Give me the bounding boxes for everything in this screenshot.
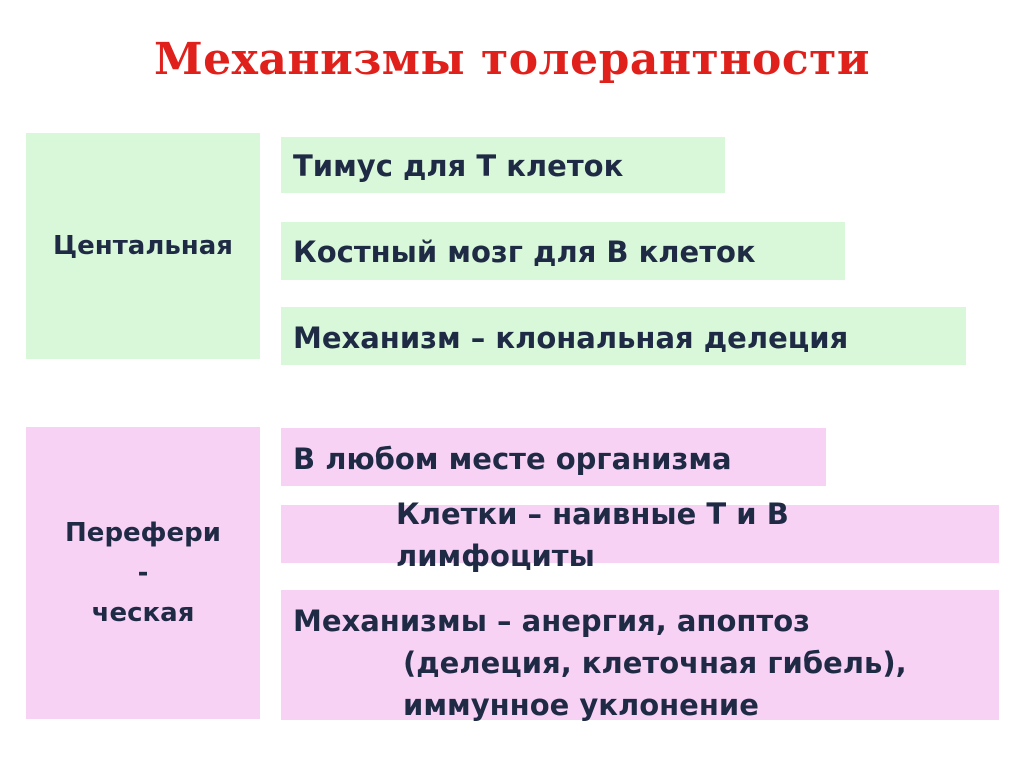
- peripheral-item-mechanisms-line-1: Механизмы – анергия, апоптоз: [293, 604, 811, 638]
- peripheral-label-line-1: Перефери: [65, 517, 221, 548]
- peripheral-item-location-text: В любом месте организма: [293, 442, 732, 476]
- peripheral-item-cells-line-1: Клетки – наивные Т и В: [396, 497, 789, 531]
- peripheral-item-mechanisms-line-2: (делеция, клеточная гибель),: [403, 646, 907, 681]
- peripheral-item-mechanisms-line-3: иммунное уклонение: [403, 688, 759, 723]
- central-label: Центальная: [52, 230, 234, 261]
- central-item-thymus: [281, 137, 725, 193]
- central-item-bone-marrow-text: Костный мозг для В клеток: [293, 235, 756, 269]
- peripheral-label-box: [26, 427, 260, 719]
- peripheral-label-line-3: ческая: [91, 598, 195, 629]
- peripheral-item-mechanisms: [281, 590, 999, 723]
- peripheral-label-line-2: -: [137, 557, 149, 588]
- central-item-thymus-text: Тимус для Т клеток: [293, 149, 624, 183]
- central-item-bone-marrow: [281, 222, 845, 280]
- central-item-mechanism-text: Механизм – клональная делеция: [293, 321, 849, 355]
- central-item-mechanism: [281, 307, 966, 365]
- peripheral-item-location: [281, 428, 826, 486]
- peripheral-item-cells: [281, 497, 999, 574]
- peripheral-item-cells-line-2: лимфоциты: [396, 539, 595, 574]
- slide-title: Механизмы толерантности: [153, 34, 871, 85]
- central-label-box: [26, 133, 260, 359]
